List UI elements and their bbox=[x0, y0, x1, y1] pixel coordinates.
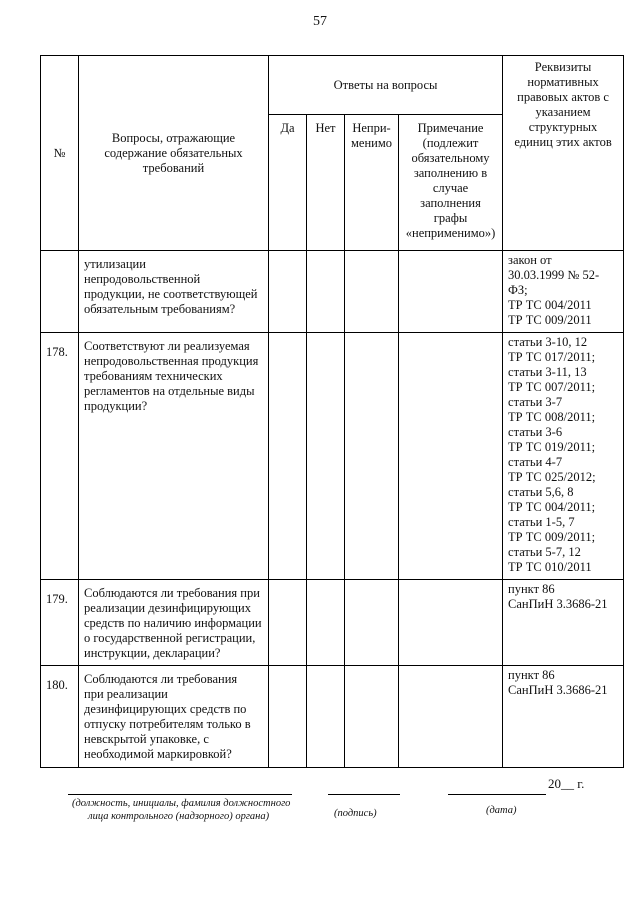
header-note-line: заполнению в bbox=[413, 166, 488, 180]
date-year: 20__ г. bbox=[548, 776, 585, 791]
answer-no-cell[interactable] bbox=[307, 333, 345, 580]
header-note-line: Примечание bbox=[417, 121, 484, 135]
header-requisites bbox=[503, 56, 624, 251]
question-line: дезинфицирующих средств по bbox=[84, 702, 247, 716]
header-requisites-line: правовых актов с bbox=[517, 90, 609, 104]
row-question bbox=[79, 666, 269, 768]
reference-line: статьи 4-7 bbox=[508, 455, 563, 469]
reference-line: статьи 3-10, 12 bbox=[508, 335, 588, 349]
reference-line: пункт 86 bbox=[508, 668, 555, 682]
row-references bbox=[503, 251, 624, 333]
header-number: № bbox=[41, 56, 79, 251]
reference-line: СанПиН 3.3686-21 bbox=[508, 683, 608, 697]
date-caption: (дата) bbox=[486, 805, 517, 816]
reference-line: статьи 5,6, 8 bbox=[508, 485, 574, 499]
reference-line: ТР ТС 004/2011; bbox=[508, 500, 596, 514]
header-requisites-line: Реквизиты bbox=[534, 60, 592, 74]
official-caption-line-1: (должность, инициалы, фамилия должностного bbox=[72, 798, 291, 809]
reference-line: ТР ТС 009/2011; bbox=[508, 530, 596, 544]
row-references bbox=[503, 580, 624, 666]
table-header-row-1 bbox=[41, 56, 624, 115]
answer-na-cell[interactable] bbox=[345, 666, 399, 768]
row-number bbox=[41, 251, 79, 333]
question-line: Соблюдаются ли требования bbox=[84, 672, 238, 686]
reference-line: статьи 1-5, 7 bbox=[508, 515, 575, 529]
official-signature-line[interactable] bbox=[68, 794, 292, 795]
checklist-table bbox=[40, 55, 624, 768]
question-line: невскрытой упаковке, с bbox=[84, 732, 209, 746]
reference-line: статьи 3-11, 13 bbox=[508, 365, 587, 379]
question-line: непродовольственная продукция bbox=[84, 354, 259, 368]
answer-no-cell[interactable] bbox=[307, 666, 345, 768]
signature-caption: (подпись) bbox=[334, 808, 377, 819]
header-requisites-line: единиц этих актов bbox=[514, 135, 612, 149]
table-row bbox=[41, 333, 624, 580]
reference-line: закон от bbox=[508, 253, 552, 267]
answer-yes-cell[interactable] bbox=[269, 580, 307, 666]
question-line: обязательным требованиям? bbox=[84, 302, 236, 316]
reference-line: ФЗ; bbox=[508, 283, 528, 297]
header-requisites-line: структурных bbox=[528, 120, 598, 134]
header-no-answer: Нет bbox=[307, 115, 345, 251]
header-answers: Ответы на вопросы bbox=[269, 56, 503, 115]
header-not-applicable-line: менимо bbox=[351, 136, 392, 150]
header-yes: Да bbox=[269, 115, 307, 251]
reference-line: ТР ТС 009/2011 bbox=[508, 313, 592, 327]
header-questions-line: требований bbox=[142, 160, 205, 175]
question-line: продукции, не соответствующей bbox=[84, 287, 258, 301]
answer-yes-cell[interactable] bbox=[269, 333, 307, 580]
reference-line: ТР ТС 025/2012; bbox=[508, 470, 596, 484]
answer-yes-cell[interactable] bbox=[269, 251, 307, 333]
question-line: непродовольственной bbox=[84, 272, 201, 286]
row-question bbox=[79, 580, 269, 666]
header-note-line: (подлежит bbox=[422, 136, 479, 150]
row-question bbox=[79, 251, 269, 333]
header-questions bbox=[79, 56, 269, 251]
date-line[interactable] bbox=[448, 794, 546, 795]
answer-no-cell[interactable] bbox=[307, 580, 345, 666]
answer-note-cell[interactable] bbox=[399, 580, 503, 666]
reference-line: СанПиН 3.3686-21 bbox=[508, 597, 608, 611]
question-line: требованиям технических bbox=[84, 369, 223, 383]
header-note-line: «неприменимо») bbox=[405, 226, 496, 240]
answer-note-cell[interactable] bbox=[399, 251, 503, 333]
header-note-line: графы bbox=[433, 211, 468, 225]
reference-line: статьи 5-7, 12 bbox=[508, 545, 581, 559]
header-note-line: обязательному bbox=[411, 151, 490, 165]
question-line: регламентов на отдельные виды bbox=[84, 384, 255, 398]
question-line: реализации дезинфицирующих bbox=[84, 601, 251, 615]
reference-line: статьи 3-7 bbox=[508, 395, 563, 409]
reference-line: статьи 3-6 bbox=[508, 425, 563, 439]
answer-na-cell[interactable] bbox=[345, 251, 399, 333]
reference-line: 30.03.1999 № 52- bbox=[508, 268, 600, 282]
header-not-applicable bbox=[345, 115, 399, 251]
answer-note-cell[interactable] bbox=[399, 666, 503, 768]
official-caption-line-2: лица контрольного (надзорного) органа) bbox=[88, 811, 270, 822]
header-requisites-line: нормативных bbox=[527, 75, 599, 89]
question-line: необходимой маркировкой? bbox=[84, 747, 232, 761]
question-line: утилизации bbox=[84, 257, 146, 271]
reference-line: ТР ТС 010/2011 bbox=[508, 560, 592, 574]
table-row bbox=[41, 666, 624, 768]
reference-line: ТР ТС 019/2011; bbox=[508, 440, 596, 454]
question-line: средств по наличию информации bbox=[84, 616, 262, 630]
answer-na-cell[interactable] bbox=[345, 580, 399, 666]
answer-na-cell[interactable] bbox=[345, 333, 399, 580]
table-row bbox=[41, 580, 624, 666]
question-line: Соблюдаются ли требования при bbox=[84, 586, 260, 600]
signature-line[interactable] bbox=[328, 794, 400, 795]
row-references bbox=[503, 666, 624, 768]
reference-line: ТР ТС 004/2011 bbox=[508, 298, 592, 312]
reference-line: ТР ТС 008/2011; bbox=[508, 410, 596, 424]
header-questions-line: Вопросы, отражающие bbox=[111, 130, 236, 145]
question-line: отпуску потребителям только в bbox=[84, 717, 251, 731]
row-number: 179. bbox=[41, 580, 79, 666]
answer-yes-cell[interactable] bbox=[269, 666, 307, 768]
header-questions-line: содержание обязательных bbox=[104, 145, 243, 160]
table-row bbox=[41, 251, 624, 333]
reference-line: пункт 86 bbox=[508, 582, 555, 596]
reference-line: ТР ТС 017/2011; bbox=[508, 350, 596, 364]
answer-no-cell[interactable] bbox=[307, 251, 345, 333]
question-line: инструкции, декларации? bbox=[84, 646, 221, 660]
header-not-applicable-line: Непри- bbox=[352, 121, 391, 135]
question-line: о государственной регистрации, bbox=[84, 631, 256, 645]
question-line: продукции? bbox=[84, 399, 148, 413]
row-number: 178. bbox=[41, 333, 79, 580]
answer-note-cell[interactable] bbox=[399, 333, 503, 580]
header-note bbox=[399, 115, 503, 251]
page-number: 57 bbox=[313, 14, 327, 29]
row-question bbox=[79, 333, 269, 580]
reference-line: ТР ТС 007/2011; bbox=[508, 380, 596, 394]
row-references bbox=[503, 333, 624, 580]
row-number: 180. bbox=[41, 666, 79, 768]
question-line: Соответствуют ли реализуемая bbox=[84, 339, 250, 353]
header-note-line: случае bbox=[432, 181, 469, 195]
question-line: при реализации bbox=[84, 687, 168, 701]
header-requisites-line: указанием bbox=[535, 105, 591, 119]
header-note-line: заполнения bbox=[420, 196, 481, 210]
